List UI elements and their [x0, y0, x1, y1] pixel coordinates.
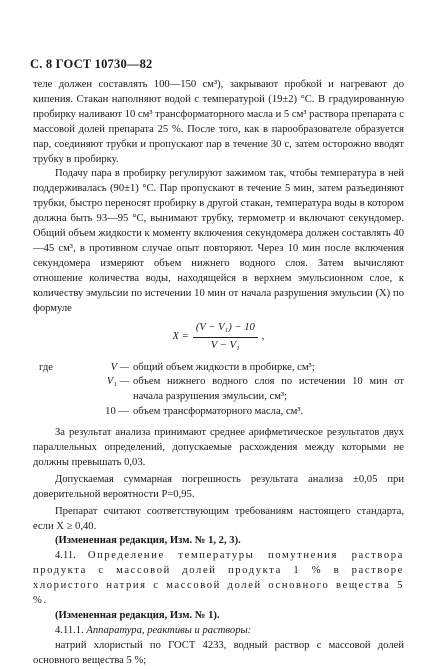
- page-header: С. 8 ГОСТ 10730—82: [30, 57, 153, 71]
- paragraph: натрий хлористый по ГОСТ 4233, водный раствор с массовой долей основного вещества 5 %;: [33, 639, 404, 666]
- formula-denominator: V − V₁: [210, 340, 240, 351]
- paragraph: Препарат считают соответствующим требованиям настоящего стандарта, если X ≥ 0,40.: [33, 505, 404, 532]
- section-number: 4.11.: [55, 550, 76, 562]
- legend-symbol: V —: [110, 361, 129, 373]
- legend-description: объем нижнего водного слоя по истечении 10 мин от начала разрушения эмульсии, см³;: [133, 376, 404, 403]
- formula-trail: ,: [261, 331, 265, 343]
- section-4-11: [33, 549, 404, 609]
- paragraph: теле должен составлять 100—150 см³), закрывают пробкой и нагревают до кипения. Стакан наполняют водой с температурой (19±2) °С. В градуированную пробирку наливают 10 см³ трансформаторного масла и 5 см³ раствора препарата с массовой долей препарата 25 %. После того, как в парообразователе образуется пар, соединяют трубки и пропускают пар в течение 30 с, затем осторожно вводят трубку в пробирку.: [33, 79, 404, 165]
- paragraph: Допускаемая суммарная погрешность результата анализа ±0,05 при доверительной вероятности P=0,95.: [33, 473, 404, 500]
- amendment-note: (Измененная редакция, Изм. № 1).: [55, 610, 220, 621]
- formula-lhs: X =: [172, 331, 189, 343]
- section-number: 4.11.1.: [55, 624, 84, 636]
- legend-symbol: V₁ —: [106, 376, 129, 388]
- paragraph: Подачу пара в пробирку регулируют зажимом так, чтобы температура в ней поддерживалась (90±1) °С. Пар пропускают в течение 5 мин, затем разъединяют трубки, быстро переносят пробирку в другой стакан, температура воды в котором должна быть 93—95 °С, вынимают трубку, термометр и включают секундомер. Общий объем жидкости к моменту включения секундомера должен составлять 40—45 см³, в противном случае опыт повторяют. Через 10 мин после включения секундомера измеряют объем нижнего водного слоя. Затем вычисляют отношение количества воды, находящейся в верхнем эмульсионном слое, к количеству эмульсии по истечении 10 мин от начала разрушения эмульсии (X) по формуле: [33, 168, 404, 314]
- formula-fraction: [193, 321, 258, 354]
- formula-legend: [33, 361, 404, 421]
- legend-row: [33, 375, 404, 405]
- body-text: [33, 78, 404, 669]
- section-title: Аппаратура, реактивы и растворы:: [86, 624, 252, 636]
- legend-where: где: [39, 361, 53, 373]
- legend-description: объем трансформаторного масла, см³.: [133, 406, 304, 418]
- legend-row: [33, 361, 404, 376]
- legend-symbol: 10 —: [105, 406, 129, 418]
- paragraph: За результат анализа принимают среднее арифметическое результатов двух параллельных определений, допускаемые расхождения между которыми не должны превышать 0,03.: [33, 427, 404, 468]
- legend-description: общий объем жидкости в пробирке, см³;: [133, 361, 315, 373]
- legend-row: [33, 405, 404, 420]
- formula: [33, 319, 404, 357]
- section-title: Определение температуры помутнения раствора продукта с массовой долей продукта 1 % в растворе хлористого натрия с массовой долей основного вещества 5 %.: [33, 550, 404, 607]
- formula-numerator: (V − V₁) − 10: [193, 321, 258, 338]
- section-4-11-1: [33, 624, 404, 639]
- amendment-note: (Измененная редакция, Изм. № 1, 2, 3).: [55, 535, 241, 547]
